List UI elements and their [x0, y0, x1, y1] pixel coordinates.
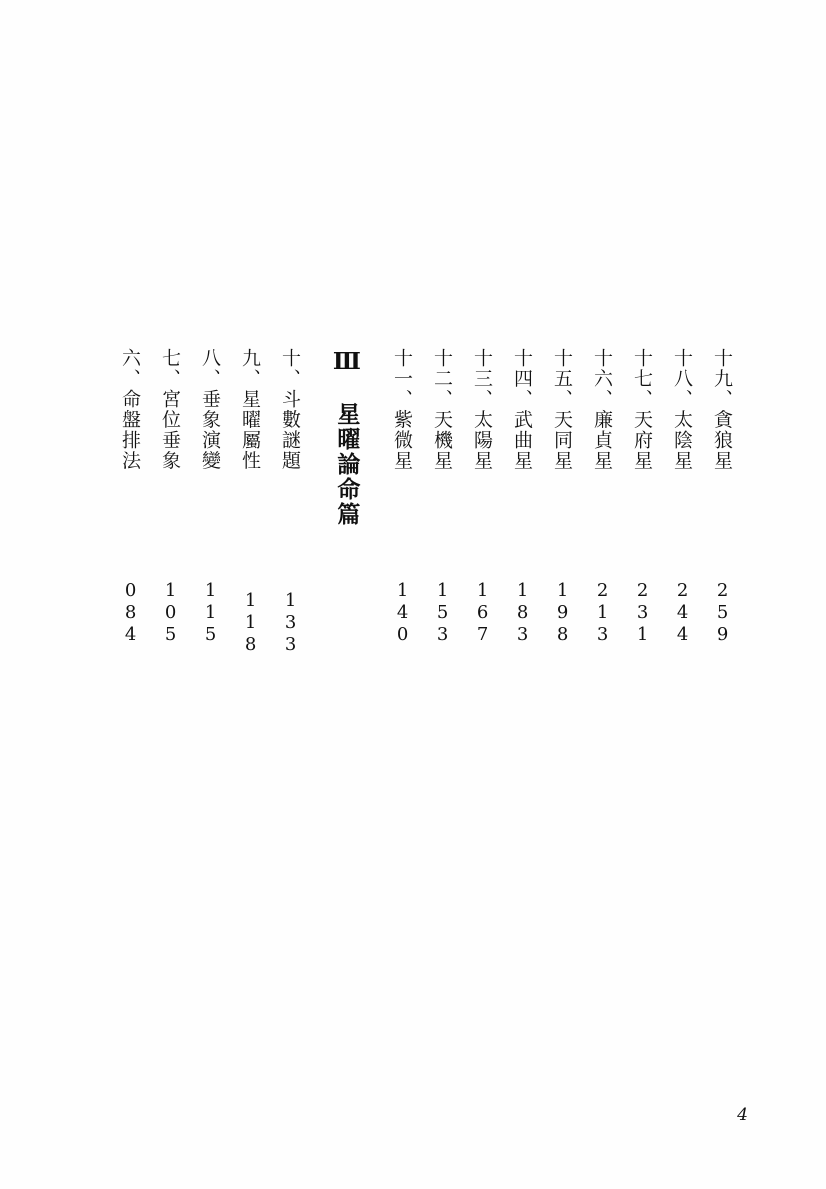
- toc-entry-page: 153: [432, 580, 454, 646]
- toc-entry-title: 十四、武曲星: [511, 348, 534, 471]
- toc-entry[interactable]: [422, 348, 462, 678]
- toc-entry-title: 十一、紫微星: [391, 348, 414, 471]
- toc-entry[interactable]: [270, 348, 310, 678]
- toc-entry-page: 105: [160, 580, 182, 646]
- toc-entry-page: 244: [672, 580, 694, 646]
- toc-entry-page: 084: [120, 580, 142, 646]
- toc-entry-title: 九、星曜屬性: [239, 348, 262, 471]
- toc-entry[interactable]: [502, 348, 542, 678]
- toc-entry-title: 十三、太陽星: [471, 348, 494, 471]
- toc-entry-page: 167: [472, 580, 494, 646]
- toc-entry-page: 259: [712, 580, 734, 646]
- table-of-contents: [110, 348, 742, 678]
- toc-entry[interactable]: [382, 348, 422, 678]
- toc-entry[interactable]: [190, 348, 230, 678]
- toc-entry-title: 十、斗數謎題: [279, 348, 302, 471]
- toc-entry[interactable]: [582, 348, 622, 678]
- toc-entry[interactable]: [110, 348, 150, 678]
- page-number: 4: [737, 1105, 748, 1125]
- toc-entry-title: 十二、天機星: [431, 348, 454, 471]
- toc-entry-page: 115: [200, 580, 222, 646]
- toc-section-heading[interactable]: [326, 348, 366, 678]
- toc-entry-page: 133: [280, 590, 302, 656]
- toc-entry-title: 七、宮位垂象: [159, 348, 182, 471]
- toc-entry-title: 十六、廉貞星: [591, 348, 614, 471]
- toc-entry-title: 八、垂象演變: [199, 348, 222, 471]
- toc-entry-title: 六、命盤排法: [119, 348, 142, 471]
- toc-entry-page: 198: [552, 580, 574, 646]
- toc-entry-title: 十五、天同星: [551, 348, 574, 471]
- toc-entry-page: 183: [512, 580, 534, 646]
- toc-entry[interactable]: [622, 348, 662, 678]
- toc-entry[interactable]: [662, 348, 702, 678]
- toc-entry-page: 213: [592, 580, 614, 646]
- toc-entry-title: 十七、天府星: [631, 348, 654, 471]
- toc-entry-page: 140: [392, 580, 414, 646]
- toc-entry[interactable]: [230, 348, 270, 678]
- toc-entry-title: 十八、太陰星: [671, 348, 694, 471]
- toc-entry[interactable]: [150, 348, 190, 678]
- toc-entry-page: 118: [240, 590, 262, 656]
- toc-entry-title: 十九、貪狼星: [711, 348, 734, 471]
- toc-section-title: Ⅲ 星曜論命篇: [333, 348, 361, 527]
- toc-entry[interactable]: [702, 348, 742, 678]
- toc-entry[interactable]: [462, 348, 502, 678]
- toc-entry[interactable]: [542, 348, 582, 678]
- toc-entry-page: 231: [632, 580, 654, 646]
